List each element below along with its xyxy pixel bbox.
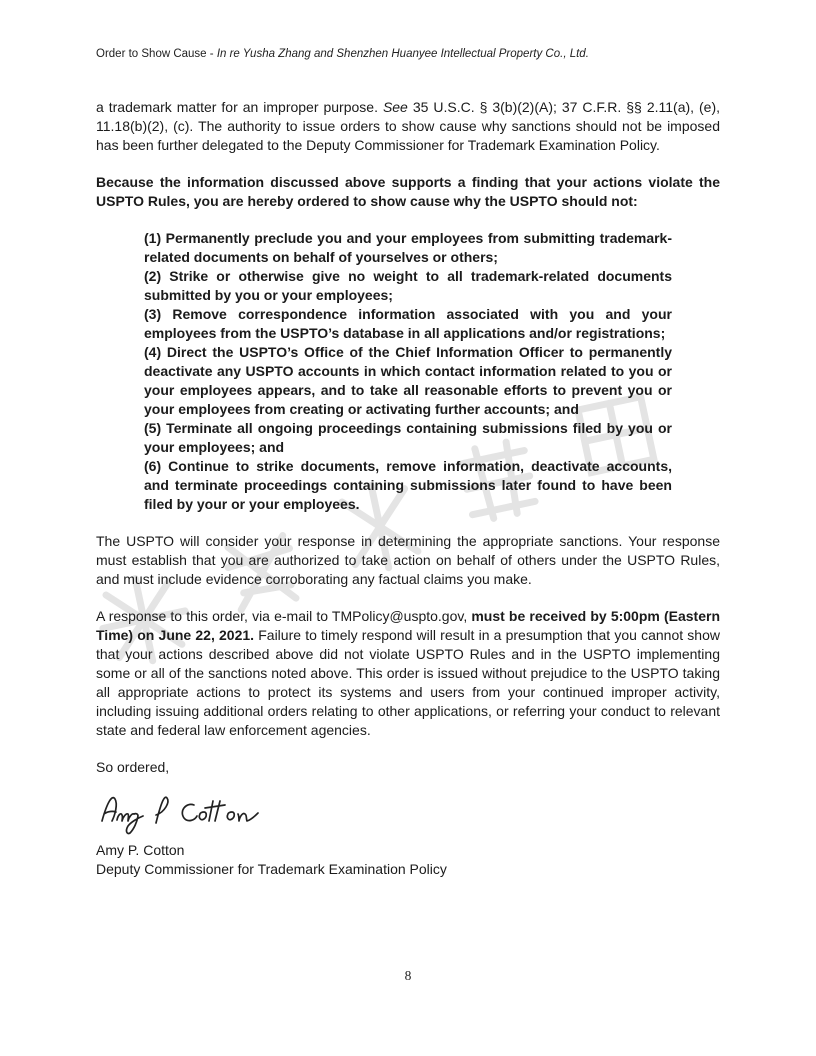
- authority-text-2: 35 U.S.C. § 3(b)(2)(A); 37 C.F.R. §§ 2.11(a), (e), 11.18(b)(2), (c). The authority to issue orders to show cause why sanctions should not be imposed has been further delegated to the Deputy Commissioner for Trademark Examination Policy.: [96, 99, 721, 153]
- see-citation: See: [382, 99, 408, 115]
- sanctions-list: [144, 229, 672, 514]
- running-header: [96, 47, 720, 61]
- sanction-item-3: (3) Remove correspondence information associated with you and your employees from the USPTO’s database in all applications and/or registrations;: [144, 306, 672, 341]
- sanction-item-2: (2) Strike or otherwise give no weight to all trademark-related documents submitted by you or your employees;: [144, 268, 672, 303]
- response-text-1: A response to this order, via e-mail to TMPolicy@uspto.gov,: [96, 608, 472, 624]
- so-ordered-text: So ordered,: [96, 759, 170, 775]
- sanction-item-5: (5) Terminate all ongoing proceedings containing submissions filed by you or your employees; and: [144, 420, 672, 455]
- signer-title: Deputy Commissioner for Trademark Examination Policy: [96, 861, 447, 877]
- authority-text-1: a trademark matter for an improper purpose.: [96, 99, 383, 115]
- sanction-item-1: (1) Permanently preclude you and your employees from submitting trademark-related documents on behalf of yourselves or others;: [144, 230, 672, 265]
- sanction-item-6: (6) Continue to strike documents, remove information, deactivate accounts, and terminate proceedings containing submissions later found to have been filed by your or your employees.: [144, 458, 672, 512]
- response-text-2: Failure to timely respond will result in a presumption that you cannot show that your actions described above did not violate USPTO Rules and in the USPTO implementing some or all of the sanctions noted above. This order is issued without prejudice to the USPTO taking all appropriate actions to protect its systems and users from your continued improper activity, including issuing additional orders relating to other applications, or referring your conduct to relevant state and federal law enforcement agencies.: [96, 627, 720, 738]
- sanction-item-4: (4) Direct the USPTO’s Office of the Chief Information Officer to permanently deactivate any USPTO accounts in which contact information related to you or your employees appears, and to take all reasonable efforts to prevent you or your employees from creating or activating further accounts; and: [144, 344, 672, 417]
- page-number: 8: [404, 968, 412, 983]
- signer-typed-name: Amy P. Cotton: [96, 842, 185, 858]
- response-deadline: must be received by 5:00pm (Eastern Time) on June 22, 2021.: [96, 608, 720, 643]
- signature-image: [98, 785, 268, 837]
- header-doc-title: Order to Show Cause -: [96, 48, 217, 60]
- paragraph-consider-response: The USPTO will consider your response in determining the appropriate sanctions. Your response must establish that you are authorized to take action on behalf of others under the USPTO Rules, and must include evidence corroborating any factual claims you make.: [96, 533, 720, 587]
- paragraph-authority: [96, 98, 720, 155]
- paragraph-order-intro: Because the information discussed above supports a finding that your actions violate the USPTO Rules, you are hereby ordered to show cause why the USPTO should not:: [96, 174, 720, 209]
- signature-block: [96, 758, 720, 879]
- document-body: [96, 98, 720, 879]
- header-case-name: In re Yusha Zhang and Shenzhen Huanyee Intellectual Property Co., Ltd.: [216, 48, 589, 60]
- paragraph-response-instructions: [96, 607, 720, 740]
